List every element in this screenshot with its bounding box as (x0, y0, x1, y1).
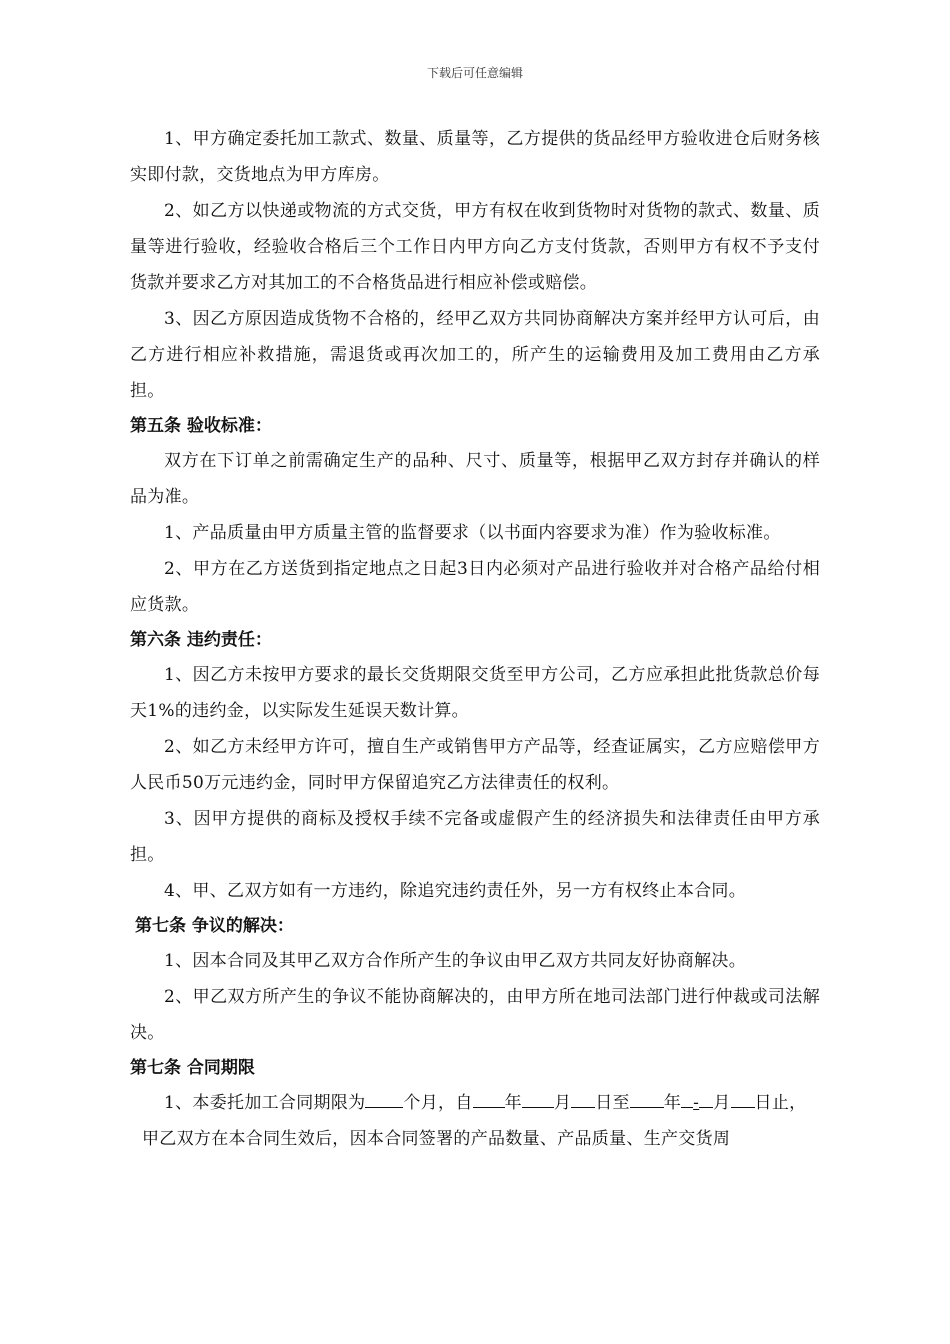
blank-end-pre[interactable] (681, 1089, 693, 1108)
term-text: 1、本委托加工合同期限为 (164, 1093, 366, 1113)
blank-months[interactable] (365, 1089, 403, 1108)
clause-paragraph: 1、产品质量由甲方质量主管的监督要求（以书面内容要求为准）作为验收标准。 (164, 523, 781, 543)
blank-end-day[interactable] (731, 1089, 755, 1108)
term-text: 月 (553, 1093, 572, 1113)
section-heading-disputes: 第七条 争议的解决： (135, 916, 294, 936)
document-body (130, 121, 820, 1157)
section-heading-liability: 第六条 违约责任： (130, 630, 272, 650)
clause-paragraph: 2、如乙方以快递或物流的方式交货，甲方有权在收到货物时对货物的款式、数量、质量等进行验收，经验收合格后三个工作日内甲方向乙方支付货款，否则甲方有权不予支付货款并要求乙方对其加工的不合格货品进行相应补偿或赔偿。 (130, 201, 820, 293)
clause-paragraph: 2、甲方在乙方送货到指定地点之日起3日内必须对产品进行验收并对合格产品给付相应货款。 (130, 559, 820, 615)
clause-paragraph: 1、因乙方未按甲方要求的最长交货期限交货至甲方公司，乙方应承担此批货款总价每天1%的违约金，以实际发生延误天数计算。 (130, 665, 820, 721)
clause-paragraph: 4、甲、乙双方如有一方违约，除追究违约责任外，另一方有权终止本合同。 (164, 881, 747, 901)
term-dash: - (693, 1093, 700, 1113)
section-heading-acceptance: 第五条 验收标准： (130, 416, 272, 436)
clause-paragraph: 2、甲乙双方所产生的争议不能协商解决的，由甲方所在地司法部门进行仲裁或司法解决。 (130, 987, 820, 1043)
clause-paragraph: 双方在下订单之前需确定生产的品种、尺寸、质量等，根据甲乙双方封存并确认的样品为准。 (130, 451, 820, 507)
clause-paragraph: 3、因甲方提供的商标及授权手续不完备或虚假产生的经济损失和法律责任由甲方承担。 (130, 809, 820, 865)
term-text: 个月，自 (403, 1093, 473, 1113)
clause-paragraph: 1、因本合同及其甲乙双方合作所产生的争议由甲乙双方共同友好协商解决。 (164, 951, 747, 971)
blank-start-month[interactable] (522, 1089, 554, 1108)
clause-paragraph: 2、如乙方未经甲方许可，擅自生产或销售甲方产品等，经查证属实，乙方应赔偿甲方人民币50万元违约金，同时甲方保留追究乙方法律责任的权利。 (130, 737, 820, 793)
clause-paragraph: 3、因乙方原因造成货物不合格的，经甲乙双方共同协商解决方案并经甲方认可后，由乙方进行相应补救措施，需退货或再次加工的，所产生的运输费用及加工费用由乙方承担。 (130, 309, 820, 401)
clause-paragraph: 1、甲方确定委托加工款式、数量、质量等，乙方提供的货品经甲方验收进仓后财务核实即付款，交货地点为甲方库房。 (130, 129, 820, 185)
term-text: 年 (663, 1093, 682, 1113)
term-text: 月 (713, 1093, 731, 1113)
section-heading-term: 第七条 合同期限 (130, 1058, 255, 1078)
term-text: 日至 (595, 1093, 630, 1113)
blank-start-year[interactable] (473, 1089, 505, 1108)
clause-paragraph: 甲乙双方在本合同生效后，因本合同签署的产品数量、产品质量、生产交货周 (142, 1129, 731, 1149)
blank-end-month[interactable] (699, 1089, 713, 1108)
term-text: 年 (504, 1093, 522, 1113)
term-text: 日止， (754, 1093, 807, 1113)
blank-end-year[interactable] (630, 1089, 664, 1108)
page-header: 下载后可任意编辑 (426, 66, 523, 80)
blank-start-day[interactable] (571, 1089, 595, 1108)
term-paragraph (130, 1085, 820, 1121)
